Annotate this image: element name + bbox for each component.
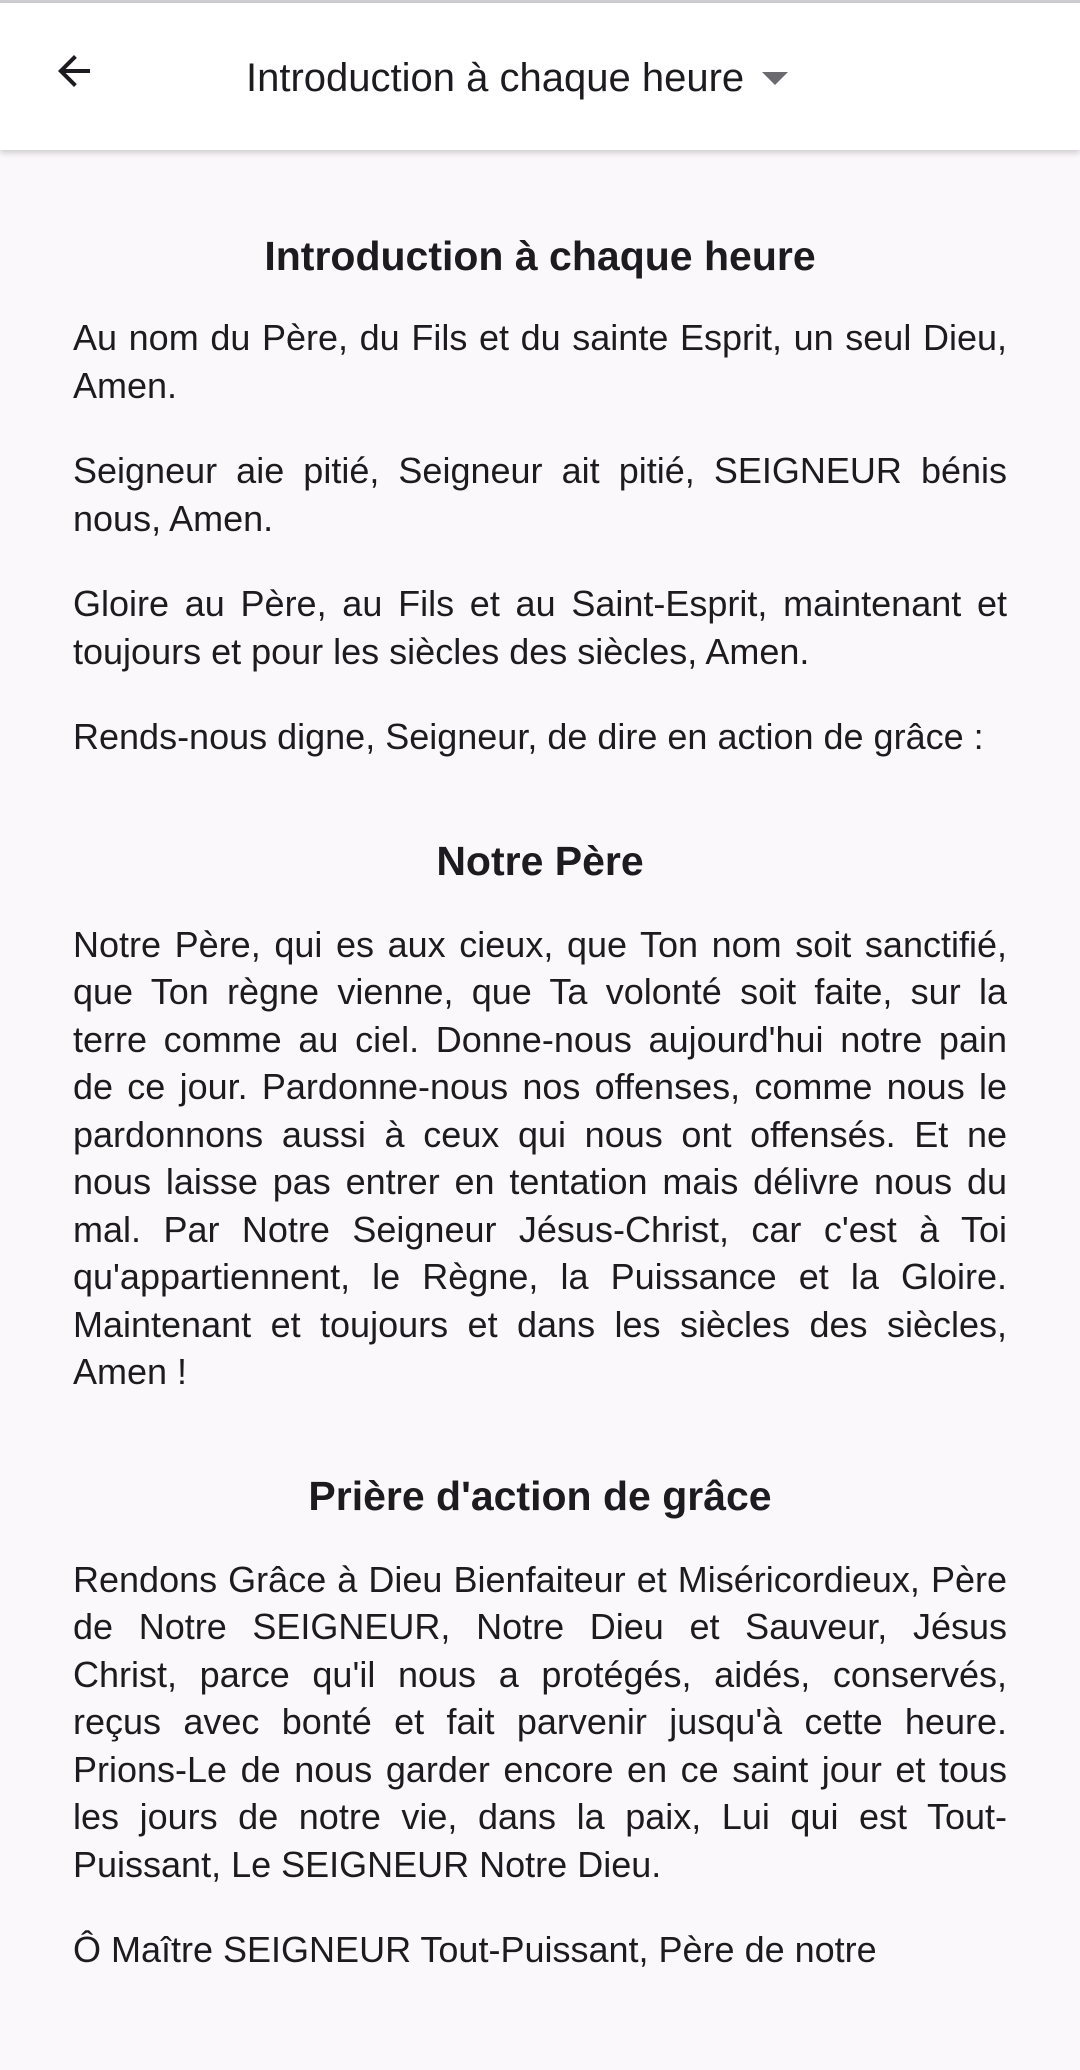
- dropdown-selected-label: Introduction à chaque heure: [246, 55, 745, 100]
- section-heading-priere: Prière d'action de grâce: [308, 1472, 772, 1519]
- section-heading-notre-pere: Notre Père: [436, 837, 644, 884]
- hour-dropdown[interactable]: [246, 43, 788, 113]
- paragraph-gloire: Gloire au Père, au Fils et au Saint-Esprit, maintenant et toujours et pour les siècles des siècles, Amen.: [73, 583, 1007, 672]
- prayer-content[interactable]: [73, 150, 1007, 2025]
- app-bar: [0, 3, 1080, 150]
- paragraph-kyrie: Seigneur aie pitié, Seigneur ait pitié, SEIGNEUR bénis nous, Amen.: [73, 450, 1007, 539]
- paragraph-rends-nous: Rends-nous digne, Seigneur, de dire en action de grâce :: [73, 716, 984, 757]
- caret-down-icon: [762, 72, 788, 85]
- arrow-left-icon: [50, 47, 98, 95]
- bottom-spacer: [0, 2025, 1080, 2070]
- paragraph-partial: Ô Maître SEIGNEUR Tout-Puissant, Père de notre: [73, 1929, 877, 1970]
- paragraph-priere: Rendons Grâce à Dieu Bienfaiteur et Miséricordieux, Père de Notre SEIGNEUR, Notre Dieu et Sauveur, Jésus Christ, parce qu'il nous a protégés, aidés, conservés, reçus avec bonté et fait parvenir jusqu'à cette heure. Prions-Le de nous garder encore en ce saint jour et tous les jours de notre vie, dans la paix, Lui qui est Tout-Puissant, Le SEIGNEUR Notre Dieu.: [73, 1558, 1007, 1885]
- section-heading-introduction: Introduction à chaque heure: [264, 233, 816, 279]
- paragraph-invocation: Au nom du Père, du Fils et du sainte Esprit, un seul Dieu, Amen.: [73, 317, 1007, 406]
- back-button[interactable]: [34, 31, 114, 111]
- paragraph-notre-pere: Notre Père, qui es aux cieux, que Ton nom soit sanctifié, que Ton règne vienne, que Ta volonté soit faite, sur la terre comme au ciel. Donne-nous aujourd'hui notre pain de ce jour. Pardonne-nous nos offenses, comme nous le pardonnons aussi à ceux qui nous ont offensés. Et ne nous laisse pas entrer en tentation mais délivre nous du mal. Par Notre Seigneur Jésus-Christ, car c'est à Toi qu'appartiennent, le Règne, la Puissance et la Gloire. Maintenant et toujours et dans les siècles des siècles, Amen !: [73, 923, 1007, 1392]
